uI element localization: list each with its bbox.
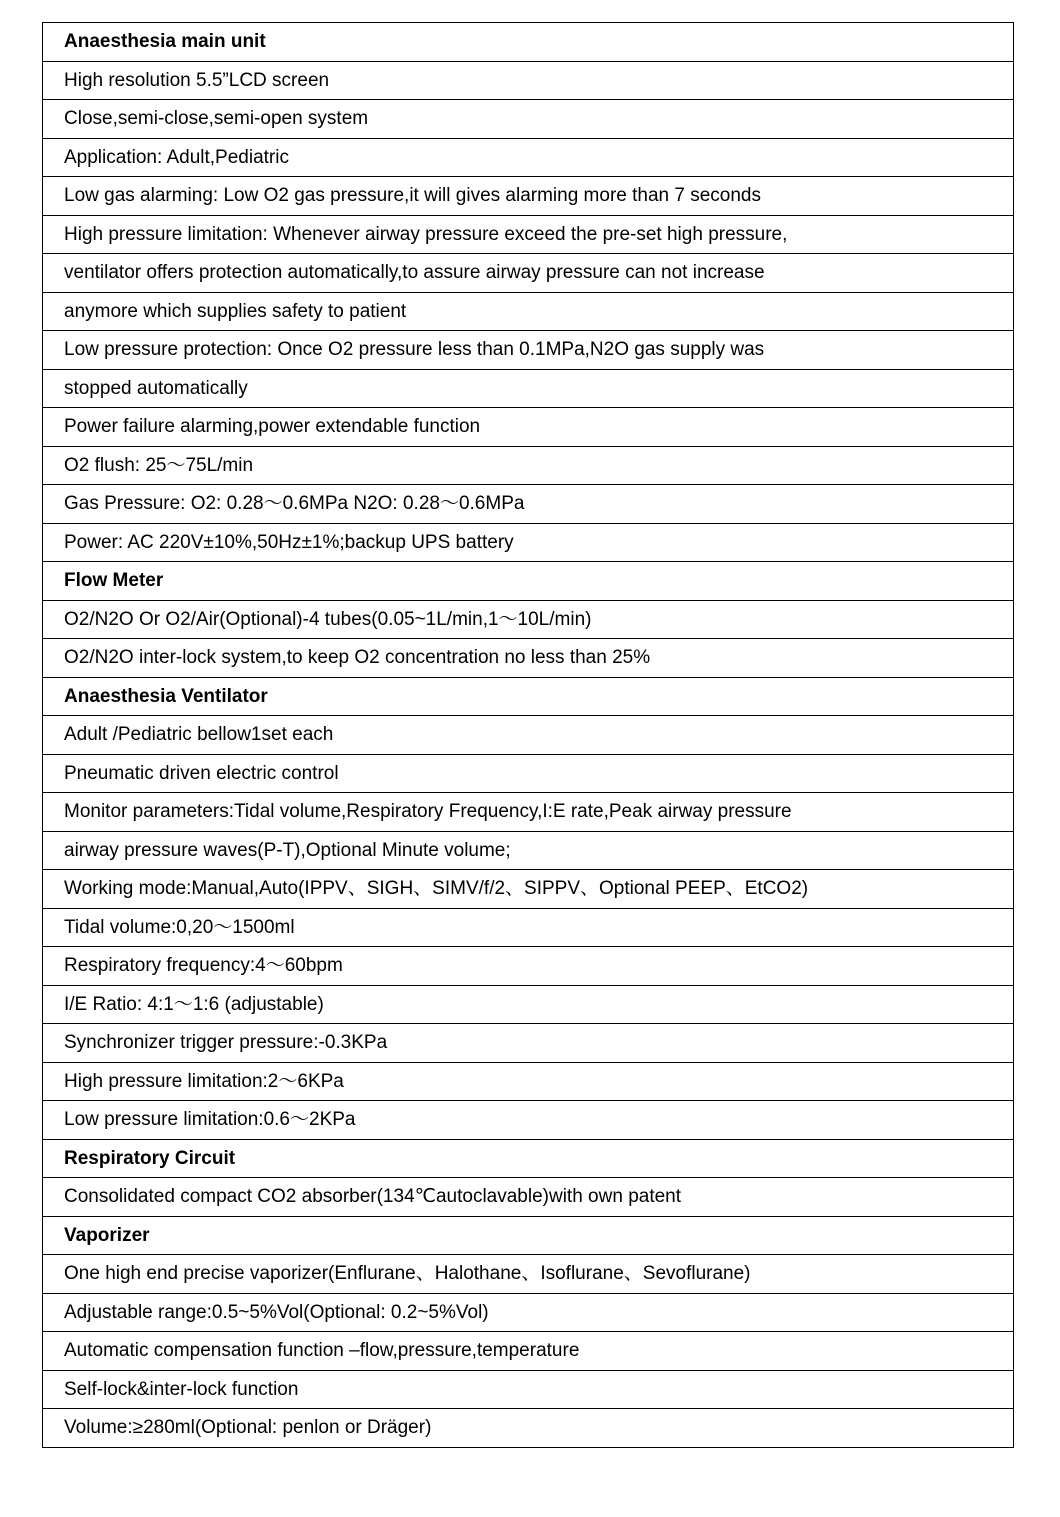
section-header-row xyxy=(43,1139,1014,1178)
spec-text: Low gas alarming: Low O2 gas pressure,it will gives alarming more than 7 seconds xyxy=(43,177,1014,216)
section-header-row xyxy=(43,23,1014,62)
spec-row xyxy=(43,1370,1014,1409)
section-title: Vaporizer xyxy=(43,1216,1014,1255)
spec-row xyxy=(43,1255,1014,1294)
spec-text: I/E Ratio: 4:1～1:6 (adjustable) xyxy=(43,985,1014,1024)
spec-text: Tidal volume:0,20～1500ml xyxy=(43,908,1014,947)
spec-row xyxy=(43,754,1014,793)
spec-row xyxy=(43,1332,1014,1371)
specification-table-body xyxy=(43,23,1014,1448)
spec-text: High resolution 5.5”LCD screen xyxy=(43,61,1014,100)
spec-row xyxy=(43,292,1014,331)
spec-text: Adjustable range:0.5~5%Vol(Optional: 0.2~5%Vol) xyxy=(43,1293,1014,1332)
spec-text: Monitor parameters:Tidal volume,Respiratory Frequency,I:E rate,Peak airway pressure xyxy=(43,793,1014,832)
spec-row xyxy=(43,908,1014,947)
spec-row xyxy=(43,138,1014,177)
spec-text: O2/N2O inter-lock system,to keep O2 concentration no less than 25% xyxy=(43,639,1014,678)
spec-text: High pressure limitation:2～6KPa xyxy=(43,1062,1014,1101)
spec-row xyxy=(43,716,1014,755)
section-header-row xyxy=(43,1216,1014,1255)
spec-text: O2/N2O Or O2/Air(Optional)-4 tubes(0.05~1L/min,1～10L/min) xyxy=(43,600,1014,639)
spec-text: Power failure alarming,power extendable function xyxy=(43,408,1014,447)
spec-row xyxy=(43,831,1014,870)
spec-text: Application: Adult,Pediatric xyxy=(43,138,1014,177)
spec-row xyxy=(43,485,1014,524)
spec-row xyxy=(43,100,1014,139)
spec-text: Gas Pressure: O2: 0.28～0.6MPa N2O: 0.28～0.6MPa xyxy=(43,485,1014,524)
section-header-row xyxy=(43,562,1014,601)
spec-row xyxy=(43,947,1014,986)
spec-row xyxy=(43,523,1014,562)
spec-text: Automatic compensation function –flow,pressure,temperature xyxy=(43,1332,1014,1371)
spec-row xyxy=(43,793,1014,832)
spec-text: Working mode:Manual,Auto(IPPV、SIGH、SIMV/f/2、SIPPV、Optional PEEP、EtCO2) xyxy=(43,870,1014,909)
spec-row xyxy=(43,1024,1014,1063)
spec-text: Adult /Pediatric bellow1set each xyxy=(43,716,1014,755)
spec-text: Power: AC 220V±10%,50Hz±1%;backup UPS battery xyxy=(43,523,1014,562)
spec-row xyxy=(43,600,1014,639)
spec-row xyxy=(43,61,1014,100)
spec-row xyxy=(43,639,1014,678)
spec-text: Synchronizer trigger pressure:-0.3KPa xyxy=(43,1024,1014,1063)
spec-text: High pressure limitation: Whenever airway pressure exceed the pre-set high pressure, xyxy=(43,215,1014,254)
spec-row xyxy=(43,1293,1014,1332)
spec-row xyxy=(43,985,1014,1024)
spec-row xyxy=(43,177,1014,216)
spec-text: stopped automatically xyxy=(43,369,1014,408)
spec-row xyxy=(43,1062,1014,1101)
spec-row xyxy=(43,369,1014,408)
section-title: Anaesthesia main unit xyxy=(43,23,1014,62)
spec-text: anymore which supplies safety to patient xyxy=(43,292,1014,331)
spec-text: Close,semi-close,semi-open system xyxy=(43,100,1014,139)
spec-text: One high end precise vaporizer(Enflurane、Halothane、Isoflurane、Sevoflurane) xyxy=(43,1255,1014,1294)
spec-row xyxy=(43,1101,1014,1140)
spec-row xyxy=(43,331,1014,370)
spec-row xyxy=(43,870,1014,909)
spec-row xyxy=(43,446,1014,485)
spec-row xyxy=(43,1178,1014,1217)
spec-text: Consolidated compact CO2 absorber(134℃autoclavable)with own patent xyxy=(43,1178,1014,1217)
spec-text: Low pressure limitation:0.6～2KPa xyxy=(43,1101,1014,1140)
section-title: Respiratory Circuit xyxy=(43,1139,1014,1178)
spec-text: airway pressure waves(P-T),Optional Minute volume; xyxy=(43,831,1014,870)
spec-text: Self-lock&inter-lock function xyxy=(43,1370,1014,1409)
section-title: Flow Meter xyxy=(43,562,1014,601)
specification-table xyxy=(42,22,1014,1448)
spec-row xyxy=(43,1409,1014,1448)
spec-text: Volume:≥280ml(Optional: penlon or Dräger) xyxy=(43,1409,1014,1448)
section-header-row xyxy=(43,677,1014,716)
spec-text: Low pressure protection: Once O2 pressure less than 0.1MPa,N2O gas supply was xyxy=(43,331,1014,370)
spec-row xyxy=(43,408,1014,447)
spec-text: O2 flush: 25～75L/min xyxy=(43,446,1014,485)
spec-row xyxy=(43,254,1014,293)
spec-row xyxy=(43,215,1014,254)
spec-text: ventilator offers protection automatically,to assure airway pressure can not increase xyxy=(43,254,1014,293)
section-title: Anaesthesia Ventilator xyxy=(43,677,1014,716)
spec-text: Respiratory frequency:4～60bpm xyxy=(43,947,1014,986)
spec-text: Pneumatic driven electric control xyxy=(43,754,1014,793)
